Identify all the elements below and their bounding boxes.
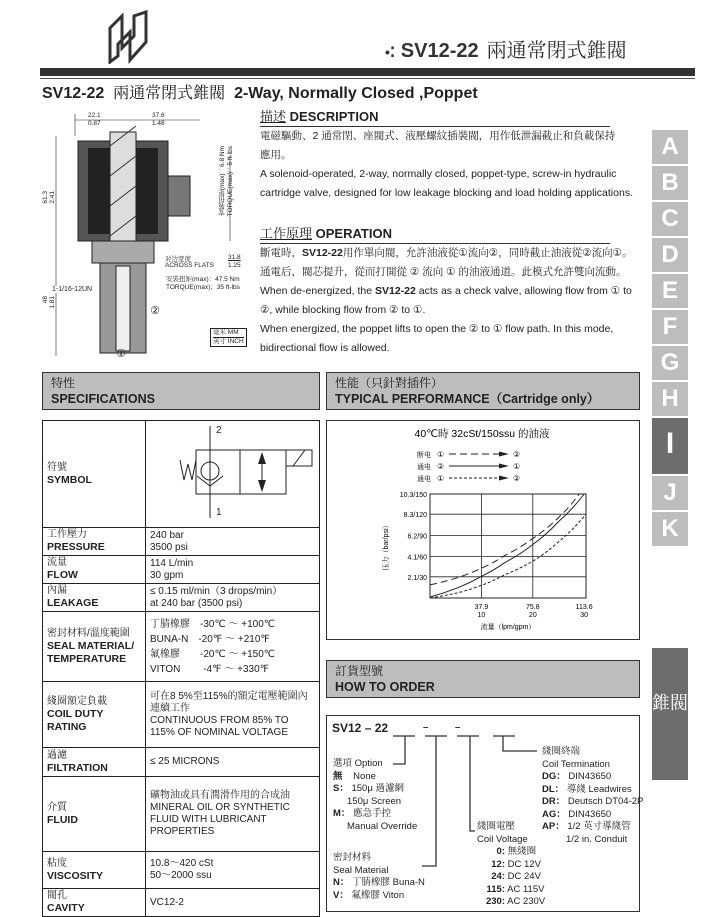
y-tick-label: 4.1/60 [407, 554, 427, 562]
code: S： [333, 783, 349, 794]
header-title [385, 34, 627, 63]
en: Manual Override [347, 820, 418, 832]
tab-j[interactable]: J [652, 476, 688, 510]
text: 用作單向閥，允許油液從①流向②，同時截止油液從②流向①。 [342, 247, 633, 259]
table-row [43, 852, 320, 889]
y-tick-label: 6.2/90 [407, 533, 427, 541]
unit-mm: 毫米 MM [213, 329, 239, 336]
code: 0: [496, 846, 505, 857]
order-item [542, 821, 643, 834]
how-to-order-header [326, 660, 640, 698]
spec-value [146, 528, 320, 556]
order-item [333, 808, 417, 821]
subtitle-en: 2-Way, Normally Closed ,Poppet [234, 85, 478, 102]
code: AG： [542, 808, 566, 820]
dim-label: 48 [42, 296, 49, 304]
cjk: 丁腈橡膠 [352, 877, 391, 888]
spec-value-line: 3500 psi [150, 541, 188, 553]
spec-label [43, 852, 146, 889]
order-item [333, 877, 425, 890]
code: 230: [485, 896, 505, 907]
code: AP： [542, 821, 565, 832]
order-voltage-group [477, 821, 545, 909]
spec-label-en: PRESSURE [47, 541, 105, 553]
code: 無 [333, 770, 343, 782]
port-2-label: ② [150, 305, 160, 317]
cjk: 150μ 過濾網 [351, 783, 404, 794]
cjk: 氟橡膠 [351, 889, 380, 901]
text: acts as a check valve, allowing flow from ① to ②, while blocking flow from ② to ①. [260, 285, 632, 316]
table-row [43, 556, 320, 584]
valve-drawing [40, 106, 255, 361]
spec-value-line: 丁腈橡膠 -30℃ ～ +100℃ [150, 618, 275, 630]
plot-frame [430, 494, 586, 598]
table-row [43, 612, 320, 682]
flats-cjk: 对边宽度 [165, 256, 191, 263]
description-section [260, 106, 645, 358]
order-termination-group [542, 746, 643, 846]
legend-label: 通电 [417, 476, 431, 483]
x-tick-label: 75.8 [526, 604, 540, 611]
table-row [43, 748, 320, 777]
spec-label-cjk: 介質 [47, 801, 67, 813]
en: Buna-N [392, 877, 425, 888]
legend-label: 通电 [417, 464, 431, 471]
valve-symbol-icon [150, 422, 315, 522]
code: 12: [491, 858, 505, 870]
spec-label [43, 612, 146, 682]
legend-arrow-icon [499, 452, 509, 457]
description-en: A solenoid-operated, 2-way, normally closed, poppet-type, screw-in hydraulic cartridge valve, designed for low leakage blocking and load holding applications. [260, 168, 633, 199]
spec-label-cjk: 工作壓力 [47, 529, 87, 540]
spec-label-cjk: 符號 [47, 461, 67, 473]
x-tick-label-gpm: 10 [477, 612, 486, 619]
operation-en-1 [260, 282, 645, 320]
spec-label [43, 584, 146, 612]
spec-value-line: 240 bar [150, 529, 184, 541]
spec-value-line: CONTINUOUS FROM 85% TO 115% OF NOMINAL VOLTAGE [150, 714, 289, 738]
spec-value [146, 682, 320, 748]
legend-from: ② [437, 462, 445, 471]
performance-chart-box [326, 420, 640, 640]
value: DIN43650 [568, 808, 612, 820]
value-2: 1/2 in. Conduit [566, 833, 628, 845]
spec-value-line: ≤ 0.15 ml/min（3 drops/min） [150, 585, 283, 597]
spec-label-en: VISCOSITY [47, 869, 104, 882]
title-en: Coil Termination [542, 758, 610, 770]
value: DIN43650 [568, 771, 612, 782]
x-tick-label: 113.6 [575, 604, 593, 611]
tab-d[interactable]: D [652, 238, 688, 272]
code: N： [333, 877, 350, 888]
spec-value [146, 777, 320, 852]
tab-g[interactable]: G [652, 346, 688, 380]
value: 無綫圈 [507, 846, 537, 857]
specifications-header [42, 372, 320, 410]
unit-inch: 英寸 INCH [213, 338, 244, 345]
legend-arrow-icon [499, 476, 509, 481]
y-tick-label: 8.3/120 [403, 512, 427, 520]
spec-value [146, 852, 320, 889]
spec-value-line: 礦物油或具有潤滑作用的合成油 [150, 790, 290, 801]
legend-arrow-icon [499, 464, 509, 469]
spec-label-en: COIL DUTY RATING [47, 707, 104, 733]
operation-heading [260, 223, 610, 244]
title-en: Option [354, 758, 383, 769]
spec-value [146, 584, 320, 612]
spec-label-en: FILTRATION [47, 761, 108, 774]
en: 150μ Screen [347, 795, 402, 807]
tab-b[interactable]: B [652, 166, 688, 200]
spec-label-cjk: 粘度 [47, 857, 67, 869]
spec-value-line: MINERAL OIL OR SYNTHETIC FLUID WITH LUBRICANT PROPERTIES [150, 802, 290, 837]
x-tick-label-gpm: 30 [580, 612, 588, 619]
legend-to: ② [513, 450, 521, 459]
order-item [333, 783, 417, 796]
title-cjk: 綫圈電壓 [477, 821, 516, 832]
y-tick-label: 10.3/150 [399, 492, 427, 499]
spec-value-line: 114 L/min [150, 557, 194, 569]
side-category-label: 錐閥 [652, 648, 688, 780]
group-title [477, 821, 545, 834]
legend-label: 断电 [417, 452, 431, 459]
spec-value-line: at 240 bar (3500 psi) [150, 597, 243, 609]
spec-value-line: 氟橡膠 -20℃ ～ +150℃ [150, 648, 275, 660]
text: When de-energized, the [260, 285, 375, 297]
port-2-label: 2 [216, 425, 222, 436]
order-option-group [333, 758, 417, 833]
table-row [43, 528, 320, 556]
spec-value-line: 可在8 5%至115%的額定電壓範圍內連續工作 [150, 690, 308, 714]
cjk: 應急手控 [353, 808, 392, 819]
value: 導綫 Leadwires [566, 783, 632, 795]
order-code-box: SV12 – 22 – – 選項 Option 無 None S： 150μ 過濾網 150μ Screen M： 應急手控 Manual Override 密封材料 Seal Material N： 丁腈橡膠 Buna-N V： 氟橡膠 Viton 綫圈電壓 Coil Voltage 0: 無綫圈 12: DC 12V 24: DC 24V 115: AC 115V 230: AC 230V 綫圈終端 Coil Termination DG： DIN43650 DL： 導綫 Leadwires DR： Deutsch DT04-2P AG： DIN43650 AP： 1/2 英寸導綫管 1/2 in. Conduit [326, 715, 640, 912]
heading-cjk: 特性 [51, 376, 76, 390]
title-en: Coil Voltage [477, 833, 528, 845]
code: DR： [542, 796, 566, 807]
subtitle-cjk: 兩通常閉式錐閥 [113, 85, 226, 102]
order-item [542, 784, 643, 797]
code: DL： [542, 783, 565, 795]
series-line-1 [430, 494, 579, 585]
spec-label-cjk: 密封材料/溫度範圍 [47, 627, 130, 639]
operation-cjk-1 [260, 244, 645, 263]
x-axis-label: 流量（lpm/gpm） [480, 624, 536, 631]
header-bar [40, 68, 695, 76]
order-item [542, 796, 643, 809]
code: 24: [491, 871, 505, 882]
spec-label [43, 556, 146, 584]
subtitle-model: SV12-22 [42, 85, 105, 102]
description-heading [260, 106, 610, 127]
operation-en-2: When energized, the poppet lifts to open the ② to ① flow path. In this mode, bidirectional flow is allowed. [260, 323, 614, 354]
table-row [43, 584, 320, 612]
heading-en: HOW TO ORDER [335, 680, 435, 694]
heading-cjk: 描述 [260, 109, 287, 124]
tab-e[interactable]: E [652, 274, 688, 308]
thread-label: 1-1/16-12UN [52, 286, 93, 293]
x-tick-label: 37.9 [474, 604, 489, 611]
spec-label [43, 682, 146, 748]
heading-en: SPECIFICATIONS [51, 392, 155, 406]
group-title [333, 758, 417, 771]
value: Deutsch DT04-2P [567, 796, 644, 807]
header-model: SV12-22 [400, 40, 479, 62]
heading-en: DESCRIPTION [289, 109, 379, 124]
spec-label-en: FLOW [47, 569, 78, 581]
model-bold: SV12-22 [375, 285, 416, 297]
order-item [477, 846, 545, 859]
heading-cjk: 訂貨型號 [335, 664, 384, 678]
spec-value-line: VC12-2 [150, 896, 184, 908]
x-tick-label-gpm: 20 [528, 612, 537, 619]
spec-label [43, 889, 146, 917]
table-row [43, 682, 320, 748]
coil-torque-en: TORQUE(max)：5 ft-lbs [227, 146, 234, 217]
performance-chart [327, 421, 638, 638]
series-line-3 [430, 514, 586, 598]
order-code: SV12 – 22 [332, 721, 389, 735]
valve-cross-section [40, 106, 255, 361]
tab-c[interactable]: C [652, 202, 688, 236]
tab-k[interactable]: K [652, 512, 688, 546]
legend-from: ① [437, 474, 445, 483]
spec-value [146, 748, 320, 777]
specifications-table [42, 420, 320, 917]
value: 1/2 英寸導綫管 [567, 821, 631, 832]
page-subtitle [42, 80, 478, 103]
spec-label-en: SEAL MATERIAL/ TEMPERATURE [47, 639, 135, 665]
en: None [353, 770, 376, 782]
spec-value-line: 10.8～420 cSt [150, 858, 214, 869]
series-line-2 [430, 494, 584, 597]
y-axis-label: 压力（bar/psi） [383, 521, 390, 571]
coil-torque-cjk: 安裝扭矩(max)：6.8 Nm [219, 146, 226, 217]
order-item [542, 771, 643, 784]
title-cjk: 綫圈終端 [542, 746, 581, 757]
group-title [542, 746, 643, 759]
dim-label: 22.1 [88, 112, 101, 119]
dim-label: 37.6 [152, 112, 165, 119]
spec-label-en: LEAKAGE [47, 597, 99, 609]
torque-cjk: 安裝扭矩(max)：47.5 Nm [166, 276, 240, 283]
dim-label: 1.48 [152, 120, 165, 127]
tab-f[interactable]: F [652, 310, 688, 344]
order-item [477, 896, 545, 909]
spec-label-en: CAVITY [47, 902, 85, 914]
flats-mm: 31.8 [228, 254, 241, 261]
dim-label: 2.41 [49, 191, 56, 204]
dim-label: 0.87 [88, 120, 101, 127]
spec-value-line: 30 gpm [150, 569, 184, 581]
operation-cjk-2: 通電后，閥芯提升，從而打開從 ② 流向 ① 的油液通道。此模式允許雙向流動。 [260, 266, 627, 278]
port-1-label: ① [116, 348, 126, 360]
table-row-symbol [43, 421, 320, 528]
port-1-label: 1 [216, 507, 222, 518]
legend-to: ② [513, 474, 521, 483]
brand-logo [104, 8, 152, 64]
description-cjk: 電磁驅動、2 通常閉、座閥式、液壓螺紋插裝閥，用作低泄漏截止和負載保持應用。 [260, 130, 616, 161]
order-item [333, 890, 425, 903]
order-item [477, 884, 545, 897]
value: AC 115V [507, 883, 545, 895]
heading-en: OPERATION [315, 226, 392, 241]
legend-to: ① [513, 462, 521, 471]
chart-title: 40℃時 32cSt/150ssu 的油液 [414, 428, 550, 440]
code: DG： [542, 771, 566, 782]
text: 斷電時， [260, 247, 302, 259]
spec-label [43, 748, 146, 777]
y-tick-label: 2.1/30 [407, 574, 427, 582]
header-title-cjk: 兩通常閉式錐閥 [486, 40, 627, 62]
tab-i[interactable]: I [652, 418, 688, 474]
header-rule [40, 78, 695, 79]
spec-label [43, 777, 146, 852]
order-item [542, 809, 643, 822]
spec-value-line: 50～2000 ssu [150, 870, 212, 881]
spec-label-en: SYMBOL [47, 473, 92, 486]
group-title [333, 852, 425, 865]
code: 115: [486, 883, 505, 895]
spec-value [146, 612, 320, 682]
spec-value [146, 889, 320, 917]
en: Viton [382, 889, 405, 901]
spec-label-cjk: 閥孔 [47, 890, 67, 901]
value: DC 12V [507, 858, 541, 870]
spec-label-cjk: 內漏 [47, 585, 67, 596]
order-item [333, 771, 417, 784]
title-cjk: 選項 [333, 758, 353, 769]
order-item [477, 871, 545, 884]
legend-from: ① [437, 450, 445, 459]
dim-label: 1.81 [49, 296, 56, 309]
title-en: Seal Material [333, 864, 389, 876]
dots-icon: •⁚ [385, 44, 396, 60]
heading-cjk: 工作原理 [260, 226, 313, 241]
spec-value-line: BUNA-N -20℉ ～ +210℉ [150, 633, 270, 645]
tab-h[interactable]: H [652, 382, 688, 416]
spec-label-en: FLUID [47, 813, 78, 826]
value: AC 230V [507, 896, 546, 907]
code: V： [333, 889, 349, 901]
tab-a[interactable]: A [652, 130, 688, 164]
torque-en: TORQUE(max)；35 ft-lbs [166, 284, 240, 291]
spec-value-line: VITON -4℉ ～ +330℉ [150, 663, 270, 675]
code: M： [333, 808, 351, 819]
performance-header [326, 372, 640, 410]
value: DC 24V [507, 871, 541, 882]
table-row [43, 777, 320, 852]
heading-en: TYPICAL PERFORMANCE（Cartridge only） [335, 392, 600, 406]
title-cjk: 密封材料 [333, 852, 372, 863]
order-seal-group [333, 852, 425, 902]
flats-in: 1.25 [228, 262, 241, 269]
order-item [477, 859, 545, 872]
spec-label-cjk: 過濾 [47, 749, 67, 761]
model-bold: SV12-22 [302, 247, 343, 259]
dim-label: 61.3 [42, 191, 49, 204]
spec-value-line: ≤ 25 MICRONS [150, 756, 220, 767]
table-row [43, 889, 320, 917]
flats-en: ACROSS FLATS [165, 262, 215, 269]
heading-cjk: 性能（只針對插件） [335, 376, 444, 390]
spec-label [43, 528, 146, 556]
spec-value [146, 556, 320, 584]
spec-label-cjk: 綫圈額定負載 [47, 695, 107, 707]
spec-label-cjk: 流量 [47, 557, 67, 568]
